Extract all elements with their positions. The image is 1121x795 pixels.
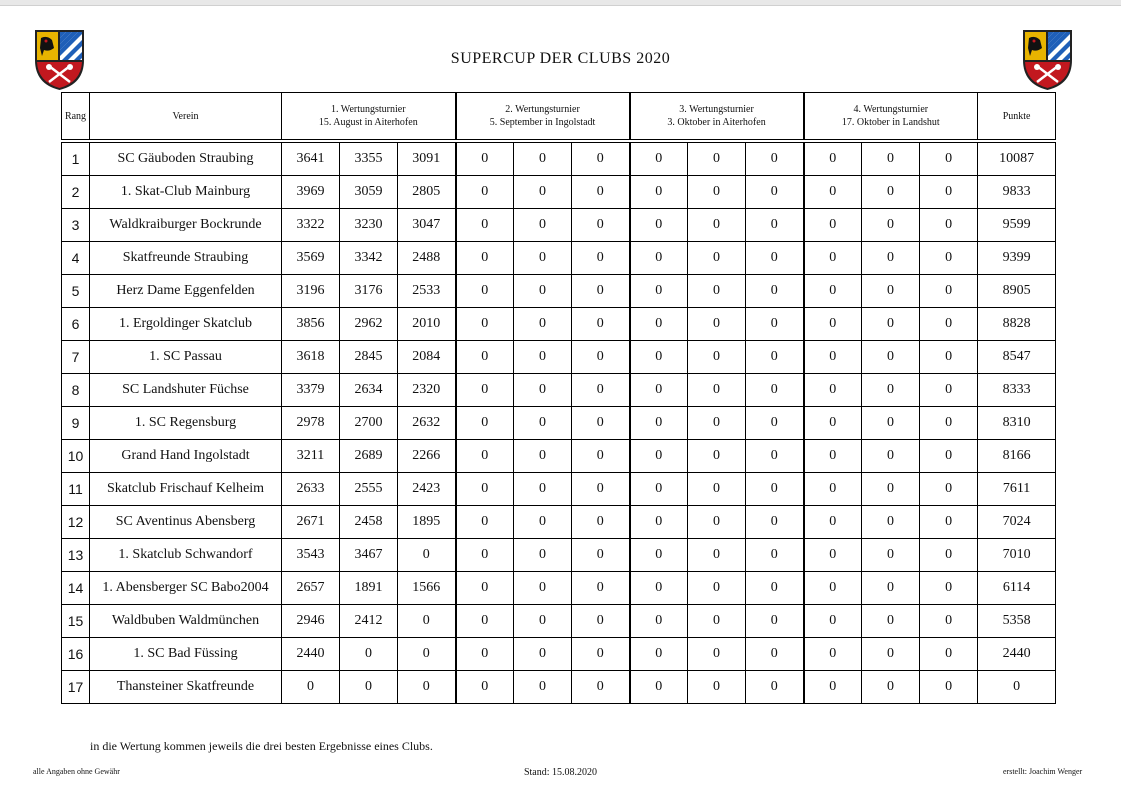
score-cell: 0 (514, 440, 572, 473)
club-name-cell: Grand Hand Ingolstadt (90, 440, 282, 473)
rank-cell: 1 (62, 143, 90, 176)
table-row (62, 638, 1056, 671)
score-cell: 2412 (340, 605, 398, 638)
score-cell: 0 (630, 539, 688, 572)
score-cell: 0 (514, 143, 572, 176)
score-cell: 0 (630, 275, 688, 308)
score-cell: 3230 (340, 209, 398, 242)
header-turnier-4 (804, 93, 978, 140)
table-row (62, 407, 1056, 440)
score-cell: 0 (862, 341, 920, 374)
rank-cell: 14 (62, 572, 90, 605)
footer-disclaimer: alle Angaben ohne Gewähr (33, 767, 120, 776)
scoring-note: in die Wertung kommen jeweils die drei besten Ergebnisse eines Clubs. (90, 739, 433, 753)
page-title: SUPERCUP DER CLUBS 2020 (450, 50, 671, 67)
score-cell: 0 (862, 638, 920, 671)
score-cell: 0 (398, 539, 456, 572)
club-name-cell: SC Aventinus Abensberg (90, 506, 282, 539)
rank-cell: 9 (62, 407, 90, 440)
score-cell: 2488 (398, 242, 456, 275)
total-points-cell: 8905 (978, 275, 1056, 308)
score-cell: 3618 (282, 341, 340, 374)
score-cell: 0 (920, 506, 978, 539)
score-cell: 0 (572, 605, 630, 638)
score-cell: 0 (804, 242, 862, 275)
score-cell: 0 (804, 209, 862, 242)
score-cell: 0 (572, 308, 630, 341)
rank-cell: 5 (62, 275, 90, 308)
score-cell: 0 (688, 572, 746, 605)
table-row (62, 143, 1056, 176)
score-cell: 0 (514, 374, 572, 407)
score-cell: 0 (514, 638, 572, 671)
table-row (62, 275, 1056, 308)
score-cell: 2671 (282, 506, 340, 539)
score-cell: 0 (456, 440, 514, 473)
club-name-cell: 1. SC Passau (90, 341, 282, 374)
score-cell: 0 (862, 209, 920, 242)
score-cell: 0 (456, 638, 514, 671)
rank-cell: 2 (62, 176, 90, 209)
club-name-cell: 1. Skatclub Schwandorf (90, 539, 282, 572)
score-cell: 0 (514, 308, 572, 341)
score-cell: 0 (688, 638, 746, 671)
club-name-cell: 1. SC Regensburg (90, 407, 282, 440)
score-cell: 0 (572, 440, 630, 473)
score-cell: 3196 (282, 275, 340, 308)
score-cell: 1566 (398, 572, 456, 605)
score-cell: 0 (688, 275, 746, 308)
score-cell: 2440 (282, 638, 340, 671)
score-cell: 2634 (340, 374, 398, 407)
score-cell: 0 (572, 143, 630, 176)
score-cell: 0 (514, 473, 572, 506)
club-name-cell: 1. Ergoldinger Skatclub (90, 308, 282, 341)
score-cell: 0 (572, 671, 630, 704)
score-cell: 3969 (282, 176, 340, 209)
score-cell: 0 (920, 308, 978, 341)
total-points-cell: 9599 (978, 209, 1056, 242)
score-cell: 0 (514, 275, 572, 308)
table-row (62, 506, 1056, 539)
score-cell: 0 (572, 176, 630, 209)
score-cell: 0 (804, 143, 862, 176)
score-cell: 0 (630, 341, 688, 374)
score-cell: 0 (862, 473, 920, 506)
rank-cell: 16 (62, 638, 90, 671)
score-cell: 0 (456, 407, 514, 440)
score-cell: 0 (456, 143, 514, 176)
table-row (62, 341, 1056, 374)
score-cell: 0 (688, 407, 746, 440)
table-row (62, 374, 1056, 407)
score-cell: 0 (688, 143, 746, 176)
score-cell: 0 (804, 638, 862, 671)
club-name-cell: Skatclub Frischauf Kelheim (90, 473, 282, 506)
score-cell: 0 (630, 176, 688, 209)
score-cell: 3211 (282, 440, 340, 473)
score-cell: 2084 (398, 341, 456, 374)
score-cell: 0 (746, 506, 804, 539)
table-row (62, 440, 1056, 473)
score-cell: 0 (920, 275, 978, 308)
score-cell: 2423 (398, 473, 456, 506)
header-turnier-2 (456, 93, 630, 140)
total-points-cell: 2440 (978, 638, 1056, 671)
score-cell: 0 (572, 242, 630, 275)
score-cell: 0 (630, 209, 688, 242)
score-cell: 0 (920, 440, 978, 473)
score-cell: 0 (514, 506, 572, 539)
score-cell: 0 (514, 605, 572, 638)
score-cell: 3467 (340, 539, 398, 572)
score-cell: 0 (572, 341, 630, 374)
rank-cell: 7 (62, 341, 90, 374)
rank-cell: 11 (62, 473, 90, 506)
score-cell: 0 (688, 605, 746, 638)
rank-cell: 8 (62, 374, 90, 407)
score-cell: 3059 (340, 176, 398, 209)
score-cell: 2632 (398, 407, 456, 440)
score-cell: 0 (514, 176, 572, 209)
score-cell: 0 (630, 605, 688, 638)
footer-author: erstellt: Joachim Wenger (1003, 767, 1083, 776)
score-cell: 3342 (340, 242, 398, 275)
score-cell: 0 (630, 473, 688, 506)
table-row (62, 308, 1056, 341)
table-row (62, 209, 1056, 242)
score-cell: 0 (862, 605, 920, 638)
table-row (62, 671, 1056, 704)
total-points-cell: 7024 (978, 506, 1056, 539)
score-cell: 0 (804, 605, 862, 638)
club-name-cell: Thansteiner Skatfreunde (90, 671, 282, 704)
score-cell: 0 (746, 605, 804, 638)
score-cell: 0 (746, 539, 804, 572)
score-cell: 0 (862, 671, 920, 704)
score-cell: 0 (340, 638, 398, 671)
score-cell: 0 (572, 473, 630, 506)
score-cell: 0 (456, 209, 514, 242)
score-cell: 0 (456, 572, 514, 605)
score-cell: 0 (514, 407, 572, 440)
score-cell: 0 (630, 638, 688, 671)
club-name-cell: 1. Skat-Club Mainburg (90, 176, 282, 209)
table-row (62, 572, 1056, 605)
score-cell: 0 (630, 440, 688, 473)
score-cell: 0 (920, 539, 978, 572)
score-cell: 0 (862, 539, 920, 572)
club-name-cell: 1. Abensberger SC Babo2004 (90, 572, 282, 605)
score-cell: 0 (920, 572, 978, 605)
header-turnier-3 (630, 93, 804, 140)
score-cell: 0 (688, 242, 746, 275)
score-cell: 0 (804, 539, 862, 572)
score-cell: 0 (398, 671, 456, 704)
score-cell: 0 (514, 572, 572, 605)
score-cell: 0 (456, 176, 514, 209)
header-turnier-date: 5. September in Ingolstadt (489, 117, 596, 128)
rank-cell: 6 (62, 308, 90, 341)
score-cell: 0 (746, 275, 804, 308)
score-cell: 0 (688, 374, 746, 407)
score-cell: 0 (514, 671, 572, 704)
score-cell: 0 (282, 671, 340, 704)
table-row (62, 176, 1056, 209)
rank-cell: 4 (62, 242, 90, 275)
total-points-cell: 0 (978, 671, 1056, 704)
total-points-cell: 10087 (978, 143, 1056, 176)
score-cell: 2845 (340, 341, 398, 374)
score-cell: 0 (920, 242, 978, 275)
score-cell: 0 (746, 143, 804, 176)
score-cell: 0 (862, 506, 920, 539)
score-cell: 0 (746, 572, 804, 605)
table-row (62, 539, 1056, 572)
score-cell: 0 (630, 572, 688, 605)
score-cell: 0 (456, 242, 514, 275)
score-cell: 0 (688, 506, 746, 539)
score-cell: 3856 (282, 308, 340, 341)
score-cell: 0 (456, 473, 514, 506)
score-cell: 3176 (340, 275, 398, 308)
header-turnier-date: 3. Oktober in Aiterhofen (667, 117, 766, 128)
club-name-cell: 1. SC Bad Füssing (90, 638, 282, 671)
club-name-cell: SC Gäuboden Straubing (90, 143, 282, 176)
score-cell: 3543 (282, 539, 340, 572)
score-cell: 0 (630, 506, 688, 539)
header-turnier-title: 1. Wertungsturnier (330, 104, 406, 115)
score-cell: 0 (398, 605, 456, 638)
score-cell: 0 (688, 671, 746, 704)
total-points-cell: 9399 (978, 242, 1056, 275)
score-cell: 0 (862, 374, 920, 407)
score-cell: 2458 (340, 506, 398, 539)
score-cell: 0 (456, 275, 514, 308)
score-cell: 0 (920, 143, 978, 176)
table-row (62, 242, 1056, 275)
score-cell: 0 (572, 539, 630, 572)
score-cell: 2533 (398, 275, 456, 308)
header-turnier-title: 3. Wertungsturnier (679, 104, 754, 115)
score-cell: 0 (340, 671, 398, 704)
score-cell: 0 (688, 473, 746, 506)
total-points-cell: 5358 (978, 605, 1056, 638)
score-cell: 0 (920, 473, 978, 506)
score-cell: 0 (862, 275, 920, 308)
total-points-cell: 8828 (978, 308, 1056, 341)
score-cell: 0 (514, 341, 572, 374)
score-cell: 2805 (398, 176, 456, 209)
score-cell: 0 (804, 671, 862, 704)
score-cell: 0 (746, 242, 804, 275)
header-turnier-1 (282, 93, 456, 140)
score-cell: 3379 (282, 374, 340, 407)
score-cell: 0 (746, 176, 804, 209)
score-cell: 0 (804, 341, 862, 374)
score-cell: 0 (746, 308, 804, 341)
score-cell: 0 (630, 308, 688, 341)
score-cell: 0 (862, 572, 920, 605)
score-cell: 2555 (340, 473, 398, 506)
score-cell: 0 (862, 407, 920, 440)
header-turnier-date: 17. Oktober in Landshut (841, 117, 940, 128)
score-cell: 2657 (282, 572, 340, 605)
score-cell: 0 (804, 308, 862, 341)
total-points-cell: 8333 (978, 374, 1056, 407)
score-cell: 0 (746, 341, 804, 374)
score-cell: 0 (456, 539, 514, 572)
score-cell: 0 (572, 638, 630, 671)
score-cell: 0 (630, 374, 688, 407)
score-cell: 0 (688, 209, 746, 242)
header-rang: Rang (62, 93, 90, 140)
score-cell: 2700 (340, 407, 398, 440)
score-cell: 0 (630, 407, 688, 440)
score-cell: 0 (862, 176, 920, 209)
club-name-cell: Waldkraiburger Bockrunde (90, 209, 282, 242)
score-cell: 0 (746, 671, 804, 704)
score-cell: 2320 (398, 374, 456, 407)
score-cell: 0 (920, 341, 978, 374)
score-cell: 0 (572, 407, 630, 440)
score-cell: 0 (920, 407, 978, 440)
score-cell: 0 (688, 539, 746, 572)
score-cell: 0 (746, 407, 804, 440)
score-cell: 0 (804, 374, 862, 407)
table-row (62, 473, 1056, 506)
score-cell: 0 (746, 440, 804, 473)
score-cell: 0 (456, 605, 514, 638)
score-cell: 0 (804, 473, 862, 506)
header-turnier-date: 15. August in Aiterhofen (318, 117, 418, 128)
rank-cell: 3 (62, 209, 90, 242)
table-header-row (62, 93, 1056, 140)
rank-cell: 13 (62, 539, 90, 572)
score-cell: 0 (514, 209, 572, 242)
results-table (61, 92, 1056, 704)
total-points-cell: 9833 (978, 176, 1056, 209)
score-cell: 0 (456, 374, 514, 407)
score-cell: 0 (630, 143, 688, 176)
score-cell: 0 (572, 275, 630, 308)
total-points-cell: 8547 (978, 341, 1056, 374)
score-cell: 0 (804, 407, 862, 440)
score-cell: 0 (572, 572, 630, 605)
score-cell: 0 (514, 539, 572, 572)
score-cell: 0 (688, 440, 746, 473)
score-cell: 0 (746, 374, 804, 407)
total-points-cell: 6114 (978, 572, 1056, 605)
score-cell: 3569 (282, 242, 340, 275)
score-cell: 0 (920, 374, 978, 407)
score-cell: 0 (746, 638, 804, 671)
club-name-cell: Skatfreunde Straubing (90, 242, 282, 275)
score-cell: 0 (572, 506, 630, 539)
score-cell: 3641 (282, 143, 340, 176)
score-cell: 1891 (340, 572, 398, 605)
header-turnier-title: 2. Wertungsturnier (505, 104, 580, 115)
score-cell: 2962 (340, 308, 398, 341)
score-cell: 3091 (398, 143, 456, 176)
score-cell: 0 (920, 209, 978, 242)
score-cell: 0 (456, 671, 514, 704)
footer-date: Stand: 15.08.2020 (523, 767, 598, 778)
score-cell: 0 (746, 209, 804, 242)
score-cell: 3322 (282, 209, 340, 242)
score-cell: 2010 (398, 308, 456, 341)
score-cell: 0 (804, 440, 862, 473)
total-points-cell: 7611 (978, 473, 1056, 506)
score-cell: 2689 (340, 440, 398, 473)
score-cell: 0 (630, 242, 688, 275)
header-verein: Verein (90, 93, 282, 140)
score-cell: 0 (920, 605, 978, 638)
rank-cell: 17 (62, 671, 90, 704)
rank-cell: 15 (62, 605, 90, 638)
score-cell: 2946 (282, 605, 340, 638)
score-cell: 1895 (398, 506, 456, 539)
score-cell: 3047 (398, 209, 456, 242)
score-cell: 0 (398, 638, 456, 671)
score-cell: 0 (862, 440, 920, 473)
score-cell: 0 (456, 506, 514, 539)
score-cell: 0 (456, 308, 514, 341)
rank-cell: 12 (62, 506, 90, 539)
score-cell: 0 (804, 506, 862, 539)
score-cell: 0 (746, 473, 804, 506)
table-row (62, 605, 1056, 638)
score-cell: 0 (920, 176, 978, 209)
score-cell: 2266 (398, 440, 456, 473)
score-cell: 0 (804, 176, 862, 209)
club-name-cell: Herz Dame Eggenfelden (90, 275, 282, 308)
score-cell: 0 (804, 275, 862, 308)
score-cell: 0 (688, 308, 746, 341)
score-cell: 0 (920, 671, 978, 704)
score-cell: 0 (920, 638, 978, 671)
club-name-cell: SC Landshuter Füchse (90, 374, 282, 407)
score-cell: 0 (688, 176, 746, 209)
score-cell: 2633 (282, 473, 340, 506)
score-cell: 0 (514, 242, 572, 275)
total-points-cell: 7010 (978, 539, 1056, 572)
header-punkte: Punkte (978, 93, 1056, 140)
total-points-cell: 8310 (978, 407, 1056, 440)
score-cell: 0 (862, 242, 920, 275)
score-cell: 0 (630, 671, 688, 704)
viewer-top-bar (0, 0, 1121, 6)
score-cell: 0 (862, 308, 920, 341)
score-cell: 2978 (282, 407, 340, 440)
club-name-cell: Waldbuben Waldmünchen (90, 605, 282, 638)
score-cell: 3355 (340, 143, 398, 176)
score-cell: 0 (688, 341, 746, 374)
header-turnier-title: 4. Wertungsturnier (853, 104, 929, 115)
score-cell: 0 (862, 143, 920, 176)
rank-cell: 10 (62, 440, 90, 473)
score-cell: 0 (572, 374, 630, 407)
score-cell: 0 (572, 209, 630, 242)
score-cell: 0 (456, 341, 514, 374)
total-points-cell: 8166 (978, 440, 1056, 473)
score-cell: 0 (804, 572, 862, 605)
